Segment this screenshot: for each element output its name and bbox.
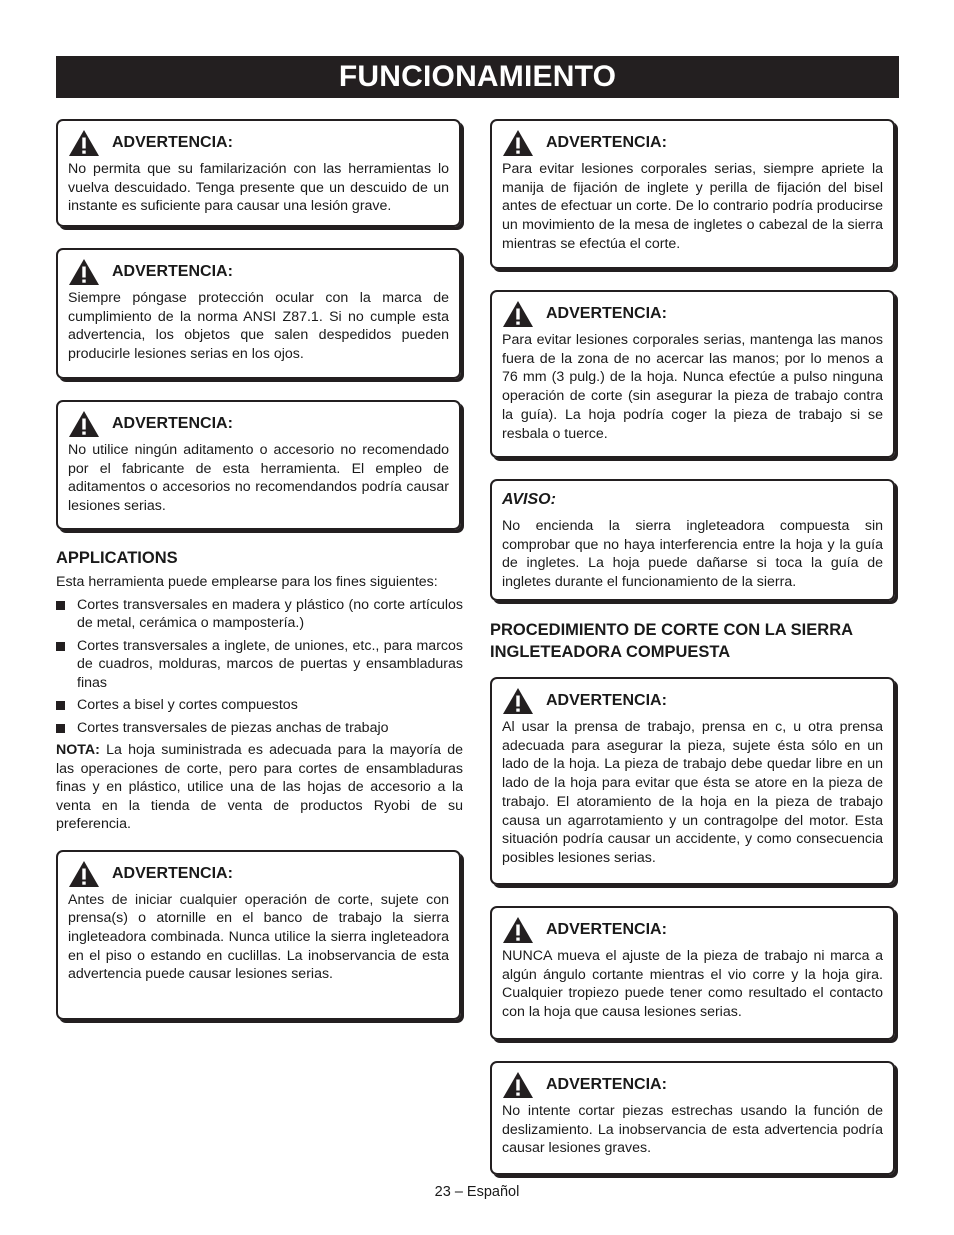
warning-triangle-icon bbox=[502, 687, 534, 715]
list-item: Cortes transversales de piezas anchas de trabajo bbox=[56, 719, 463, 738]
list-item: Cortes transversales a inglete, de uniones, etc., para marcos de cuadros, molduras, marcos de puertas y ensambladuras finas bbox=[56, 637, 463, 693]
list-item: Cortes a bisel y cortes compuestos bbox=[56, 696, 463, 715]
warning-title: ADVERTENCIA: bbox=[112, 864, 233, 882]
notice-text: No encienda la sierra ingleteadora compuesta sin comprobar que no haya interferencia entre la hoja y la guía de ingletes. La hoja puede dañarse si toca la guía de ingletes durante el funcionamiento de la sierra. bbox=[502, 518, 883, 591]
warning-box bbox=[490, 119, 895, 269]
warning-text: No utilice ningún aditamento o accesorio no recomendado por el fabricante de esta herramienta. El empleo de aditamentos o accesorios no recomendandos podría causar lesiones serias. bbox=[68, 442, 449, 515]
warning-text: NUNCA mueva el ajuste de la pieza de trabajo ni marca a algún ángulo cortante mientras el vio corre y la hoja gira. Cualquier tropiezo puede tener como resultado el contacto con la hoja que causa lesiones serias. bbox=[502, 948, 883, 1021]
bullet-square-icon bbox=[56, 724, 65, 733]
applications-heading: APPLICATIONS bbox=[56, 549, 178, 567]
note-text: La hoja suministrada es adecuada para la mayoría de las operaciones de corte, pero para cortes de ensambladuras finas y en plástico, utilice una de las hojas de accesorio a la venta en la tienda de venta de productos Ryobi de su preferencia. bbox=[56, 742, 463, 832]
notice-box bbox=[490, 479, 895, 601]
warning-title: ADVERTENCIA: bbox=[112, 134, 233, 151]
warning-triangle-icon bbox=[68, 258, 100, 286]
applications-note bbox=[56, 741, 463, 834]
warning-triangle-icon bbox=[502, 300, 534, 328]
warning-text: Siempre póngase protección ocular con la marca de cumplimiento de la norma ANSI Z87.1. Si no cumple esta advertencia, los objetos que salen despedidos pueden producirle lesiones serias en los ojos. bbox=[68, 290, 449, 363]
warning-title: ADVERTENCIA: bbox=[112, 263, 233, 280]
warning-text: Al usar la prensa de trabajo, prensa en c, u otra prensa adecuada para asegurar la pieza, sujete ésta sólo en un lado de la hoja. La pieza de trabajo debe quedar libre en un lado de la hoja para evitar que ésta se atore en la pieza de trabajo. El atoramiento de la hoja en la pieza de trabajo causa un agarrotamiento y un contragolpe del motor. Esta situación podría causar un accidente, y como consecuencia posibles lesiones serias. bbox=[502, 719, 883, 866]
notice-title: AVISO: bbox=[502, 491, 556, 508]
applications-intro: Esta herramienta puede emplearse para los fines siguientes: bbox=[56, 574, 438, 590]
warning-text: No intente cortar piezas estrechas usando la función de deslizamiento. La inobservancia de esta advertencia podría causar lesiones graves. bbox=[502, 1103, 883, 1157]
warning-box bbox=[56, 119, 461, 227]
warning-title: ADVERTENCIA: bbox=[546, 692, 667, 709]
warning-box bbox=[490, 1061, 895, 1175]
bullet-square-icon bbox=[56, 642, 65, 651]
warning-triangle-icon bbox=[68, 410, 100, 438]
warning-text: Para evitar lesiones corporales serias, mantenga las manos fuera de la zona de no acercar las manos; por lo menos a 76 mm (3 pulg.) de la hoja. Nunca efectúe a pulso ninguna operación de corte (sin asegurar la pieza de trabajo contra la guía). La hoja podría coger la pieza de trabajo si se resbala o tuerce. bbox=[502, 332, 883, 442]
warning-title: ADVERTENCIA: bbox=[546, 305, 667, 322]
warning-triangle-icon bbox=[68, 860, 100, 888]
warning-box bbox=[56, 248, 461, 379]
applications-list bbox=[56, 596, 463, 738]
applications-section bbox=[56, 547, 463, 834]
warning-title: ADVERTENCIA: bbox=[546, 921, 667, 938]
warning-triangle-icon bbox=[502, 129, 534, 157]
warning-triangle-icon bbox=[502, 916, 534, 944]
bullet-square-icon bbox=[56, 701, 65, 710]
page-number: 23 – Español bbox=[434, 1184, 520, 1200]
warning-box bbox=[56, 400, 461, 530]
warning-box bbox=[56, 850, 461, 1020]
procedure-heading: PROCEDIMIENTO DE CORTE CON LA SIERRA INGLETEADORA COMPUESTA bbox=[490, 621, 853, 661]
right-column bbox=[490, 119, 898, 1196]
note-label: NOTA: bbox=[56, 742, 100, 758]
warning-title: ADVERTENCIA: bbox=[112, 415, 233, 432]
left-column bbox=[56, 119, 464, 1041]
warning-box bbox=[490, 906, 895, 1040]
warning-triangle-icon bbox=[68, 129, 100, 157]
warning-title: ADVERTENCIA: bbox=[546, 134, 667, 151]
warning-box bbox=[490, 677, 895, 885]
warning-triangle-icon bbox=[502, 1071, 534, 1099]
warning-text: No permita que su familarización con las herramientas lo vuelva descuidado. Tenga presente que un descuido de un instante es suficiente para causar una lesión grave. bbox=[68, 161, 449, 215]
bullet-square-icon bbox=[56, 601, 65, 610]
warning-box bbox=[490, 290, 895, 458]
warning-title: ADVERTENCIA: bbox=[546, 1076, 667, 1093]
warning-text: Para evitar lesiones corporales serias, siempre apriete la manija de fijación de inglete y perilla de fijación del bisel antes de efectuar un corte. De lo contrario podría producirse un movimiento de la mesa de ingletes o cabezal de la sierra mientras se efectúa el corte. bbox=[502, 161, 883, 252]
page-title: FUNCIONAMIENTO bbox=[56, 56, 899, 98]
list-item: Cortes transversales en madera y plástico (no corte artículos de metal, cerámica o mampostería.) bbox=[56, 596, 463, 633]
warning-text: Antes de iniciar cualquier operación de corte, sujete con prensa(s) o atornille en el banco de trabajo la sierra ingleteadora combinada. Nunca utilice la sierra ingleteadora en el piso o estando en cuclillas. La inobservancia de esta advertencia puede causar lesiones serias. bbox=[68, 891, 449, 983]
